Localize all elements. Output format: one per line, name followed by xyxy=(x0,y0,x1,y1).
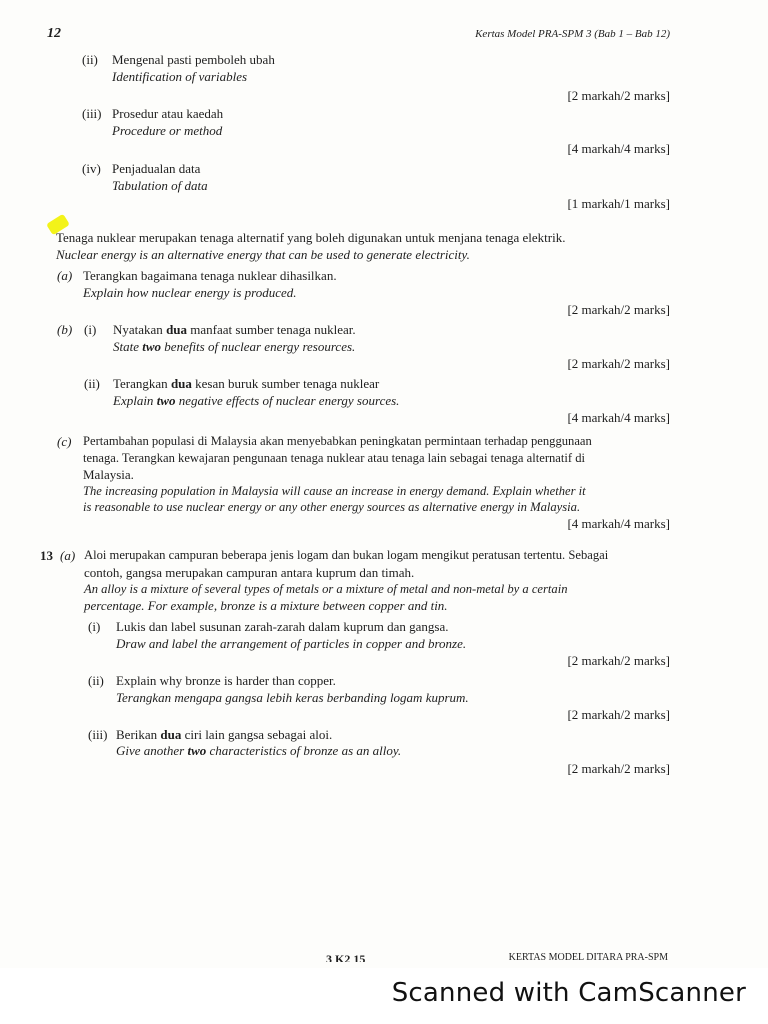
q12c-malay-line-2: tenaga. Terangkan kewajaran pengunaan tenaga nuklear atau tenaga lain sebagai tenaga alternatif di xyxy=(83,451,586,465)
page-footer-right: KERTAS MODEL DITARA PRA-SPM xyxy=(508,952,668,962)
q13a-ii-line-2: Terangkan mengapa gangsa lebih keras berbanding logam kuprum. xyxy=(116,690,469,705)
q13a-i-malay: Lukis dan label susunan zarah-zarah dalam kuprum dan gangsa. xyxy=(116,619,449,634)
q12c-english-line-1: The increasing population in Malaysia will cause an increase in energy demand. Explain whether it xyxy=(83,484,586,498)
item-ii-number: (ii) xyxy=(82,52,98,67)
q12a-marks: [2 markah/2 marks] xyxy=(567,302,670,317)
q12b-i-english-post: benefits of nuclear energy resources. xyxy=(161,339,356,354)
q12b-ii-malay-pre: Terangkan xyxy=(113,376,171,391)
q12b-ii-number: (ii) xyxy=(84,376,100,391)
q12b-i-malay-bold: dua xyxy=(166,322,188,337)
q13a-iii-malay xyxy=(116,727,332,743)
item-iv-english: Tabulation of data xyxy=(112,178,208,193)
q13a-iii-english-bold: two xyxy=(187,743,207,758)
q13a-iii-malay-pre: Berikan xyxy=(116,727,161,742)
q13a-iii-marks: [2 markah/2 marks] xyxy=(567,761,670,776)
q12b-ii-english-bold: two xyxy=(156,393,176,408)
q12b-i-marks: [2 markah/2 marks] xyxy=(567,356,670,371)
q12c-malay-line-1: Pertambahan populasi di Malaysia akan menyebabkan peningkatan permintaan terhadap penggunaan xyxy=(83,434,592,448)
q13a-iii-english-post: characteristics of bronze as an alloy. xyxy=(206,743,402,758)
item-ii-malay: Mengenal pasti pemboleh ubah xyxy=(112,52,275,67)
q12b-ii-malay xyxy=(113,376,379,392)
q13a-iii-malay-post: ciri lain gangsa sebagai aloi. xyxy=(181,727,333,742)
q12b-i-english xyxy=(113,339,355,355)
item-iv-marks: [1 markah/1 marks] xyxy=(567,196,670,211)
q12b-label: (b) xyxy=(57,322,73,337)
q12b-i-number: (i) xyxy=(84,322,97,337)
item-ii-english: Identification of variables xyxy=(112,69,248,84)
q12c-english-line-2: is reasonable to use nuclear energy or any other energy sources as alternative energy in Malaysia. xyxy=(83,500,581,514)
q13a-ii-number: (ii) xyxy=(88,673,104,688)
q12a-english: Explain how nuclear energy is produced. xyxy=(83,285,297,300)
page-footer-left: 3 K2 15 xyxy=(326,952,366,962)
q12-intro-english: Nuclear energy is an alternative energy that can be used to generate electricity. xyxy=(56,247,470,262)
q13a-ii-line-1: Explain why bronze is harder than copper. xyxy=(116,673,336,688)
q13-number: 13 xyxy=(40,548,53,563)
q12c-malay-line-3: Malaysia. xyxy=(83,467,134,482)
q12b-i-malay xyxy=(113,322,356,338)
q12b-i-english-pre: State xyxy=(113,339,143,354)
q13a-label: (a) xyxy=(60,548,76,563)
q13a-iii-english xyxy=(116,743,401,759)
q12b-i-english-bold: two xyxy=(142,339,162,354)
q12c-label: (c) xyxy=(57,434,72,449)
running-title: Kertas Model PRA-SPM 3 (Bab 1 – Bab 12) xyxy=(475,28,670,40)
q12b-ii-english xyxy=(113,393,399,409)
q13a-iii-malay-bold: dua xyxy=(160,727,182,742)
q13a-iii-number: (iii) xyxy=(88,727,108,742)
camscanner-watermark: Scanned with CamScanner xyxy=(391,978,746,1008)
q13a-i-marks: [2 markah/2 marks] xyxy=(567,653,670,668)
item-iv-malay: Penjadualan data xyxy=(112,161,201,176)
q12b-ii-english-post: negative effects of nuclear energy sources. xyxy=(175,393,400,408)
q13a-i-english: Draw and label the arrangement of particles in copper and bronze. xyxy=(116,636,467,651)
q13a-iii-english-pre: Give another xyxy=(116,743,188,758)
q12b-ii-marks: [4 markah/4 marks] xyxy=(567,410,670,425)
q13a-english-line-1: An alloy is a mixture of several types of metals or a mixture of metal and non-metal by a certain xyxy=(84,582,568,596)
page-number: 12 xyxy=(47,26,61,41)
item-iii-english: Procedure or method xyxy=(112,123,223,138)
q12b-i-malay-post: manfaat sumber tenaga nuklear. xyxy=(187,322,356,337)
q13a-i-number: (i) xyxy=(88,619,101,634)
q13a-malay-line-1: Aloi merupakan campuran beberapa jenis logam dan bukan logam mengikut peratusan tertentu. Sebagai xyxy=(84,548,609,562)
q12b-ii-malay-bold: dua xyxy=(170,376,192,391)
q12a-malay: Terangkan bagaimana tenaga nuklear dihasilkan. xyxy=(83,268,337,283)
item-iii-marks: [4 markah/4 marks] xyxy=(567,141,670,156)
item-iv-number: (iv) xyxy=(82,161,101,176)
q13a-english-line-2: percentage. For example, bronze is a mixture between copper and tin. xyxy=(84,598,448,613)
q13a-ii-marks: [2 markah/2 marks] xyxy=(567,707,670,722)
item-ii-marks: [2 markah/2 marks] xyxy=(567,88,670,103)
q12-intro-malay: Tenaga nuklear merupakan tenaga alternatif yang boleh digunakan untuk menjana tenaga elektrik. xyxy=(56,230,566,245)
q12a-label: (a) xyxy=(57,268,73,283)
q12c-marks: [4 markah/4 marks] xyxy=(567,516,670,531)
q12b-ii-english-pre: Explain xyxy=(113,393,157,408)
item-iii-malay: Prosedur atau kaedah xyxy=(112,106,224,121)
q12b-ii-malay-post: kesan buruk sumber tenaga nuklear xyxy=(191,376,380,391)
item-iii-number: (iii) xyxy=(82,106,102,121)
q12b-i-malay-pre: Nyatakan xyxy=(113,322,167,337)
q13a-malay-line-2: contoh, gangsa merupakan campuran antara kuprum dan timah. xyxy=(84,565,415,580)
